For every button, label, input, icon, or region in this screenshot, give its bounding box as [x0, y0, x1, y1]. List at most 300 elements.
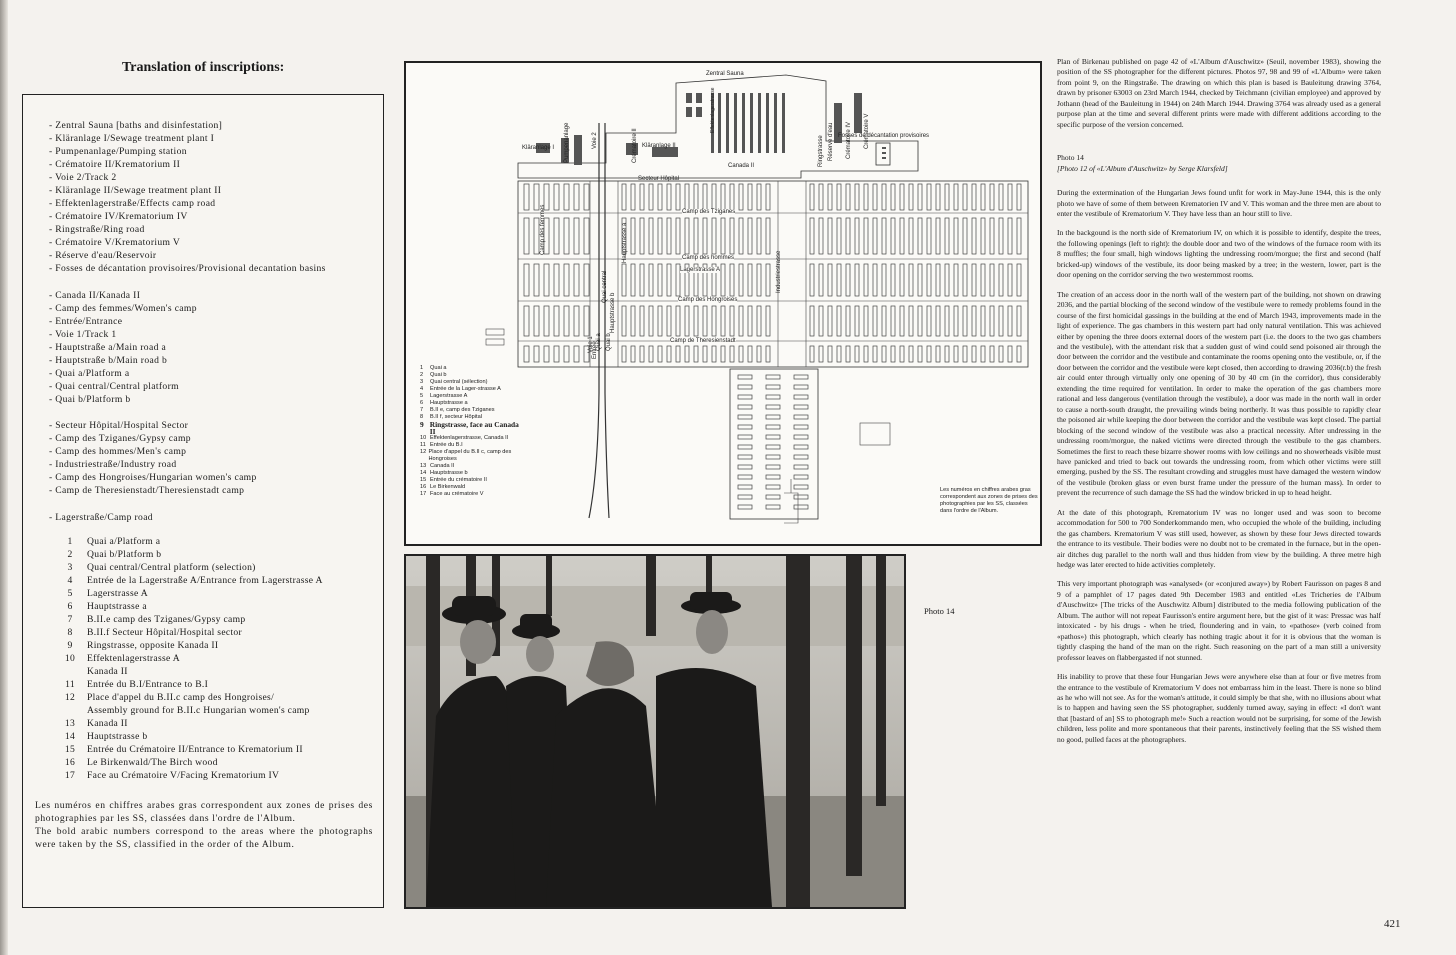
row-number: 11: [65, 679, 75, 690]
photo-title: Photo 14: [1057, 153, 1084, 163]
inscription-group-4: [49, 511, 379, 524]
barrack: [873, 218, 877, 254]
barrack: [640, 306, 644, 336]
inscription-item: - Industriestraße/Industry road: [49, 459, 177, 470]
barrack: [918, 184, 922, 210]
row-text: Assembly ground for B.II.c Hungarian women's camp: [87, 705, 310, 716]
barrack: [766, 375, 780, 379]
barrack: [990, 306, 994, 336]
barrack: [864, 264, 868, 296]
inscription-item: - Kläranlage II/Sewage treatment plant II: [49, 185, 222, 196]
row-text: Lagerstrasse A: [87, 588, 148, 599]
barrack: [1008, 184, 1012, 210]
inscription-item: - Réserve d'eau/Reservoir: [49, 250, 157, 261]
barrack: [837, 346, 841, 362]
barrack: [766, 346, 770, 362]
numbered-row: [53, 665, 383, 678]
barrack: [909, 306, 913, 336]
barrack: [936, 264, 940, 296]
inscription-item: - Secteur Hôpital/Hospital Sector: [49, 420, 189, 431]
legend-number: 2: [420, 372, 424, 378]
barrack: [794, 395, 808, 399]
barrack: [846, 346, 850, 362]
barrack: [524, 218, 529, 254]
legend-text: Quai b: [430, 372, 447, 378]
legend-number: 14: [420, 470, 427, 476]
label-pumpenanlage: Pumpenanlage: [564, 122, 570, 163]
barrack: [766, 455, 780, 459]
numbered-row: [53, 561, 383, 574]
numbered-row: [53, 756, 383, 769]
legend-text: Canada II: [430, 463, 455, 469]
barrack: [846, 306, 850, 336]
barrack: [694, 306, 698, 336]
barrack: [658, 264, 662, 296]
label-quai-a: Quai a: [596, 333, 602, 351]
barrack: [524, 184, 529, 210]
barrack: [554, 264, 559, 296]
legend-number: 12: [420, 449, 427, 455]
label-quai-b: Quai b: [606, 333, 612, 351]
inscription-item: - Camp des femmes/Women's camp: [49, 303, 197, 314]
inscription-item: - Camp de Theresienstadt/Theresienstadt camp: [49, 485, 245, 496]
barrack: [738, 435, 752, 439]
paragraph-3: The creation of an access door in the north wall of the western part of the building, not shown on drawing 2036, and the partial blocking of the second window of the vestibule were to remedy problems found in the course of the first homicidal gassings in the building at the end of March 1943, improvements made in the light of experience. The gas chambers in this western part had only natural ventilation. This was achieved either by opening the three doors external doors of the western part (i.e. the doors to the two gas chambers and the vestibule), with the attendant risk that a sudden gust of wind could send poisoned air through the door between the corridor and the vestibule and contaminate the rooms opening onto the vestibule, or, if the door between the corridor and the vestibule were kept closed, then according to drawing 2036(r.b) the fresh air could enter through virtually only one opening of 30 by 40 cm (in the corridor), thus considerably extending the time required for ventilation. In order to make the operation of the gas chambers more rational and less dangerous (ventilation through the vestibule), a door was made in the north wall in order to cause a north-south draught, the prevailing winds being northerly. It was thus possible to rapidly clear the poisoned air while keeping the door between the corridor and the vestibule was kept closed. The partial blocking of the second window of the vestibule was also a practical necessity. After undressing in the undressing room/morgue, the naked victims were directed through the vestibule to the gas chambers. Sometimes the first to reach these bizarre shower rooms with low ceilings and no showerheads visible must have panicked and tried to back out towards the undressing room, from which other victims were still emerging, pushed by the SS. The resultant crowding and struggles must have damaged the western window of the vestibule (broken glass or even burst frame under the pressure of the human mass). In order to prevent the recurrence of such damage the SS had the window bricked in up to head height.: [1057, 289, 1381, 498]
map-legend-row: [420, 407, 524, 414]
row-number: 7: [67, 614, 73, 625]
legend-text: Lagerstrasse A: [430, 393, 468, 399]
barrack: [739, 218, 743, 254]
barrack: [794, 415, 808, 419]
row-number: 9: [67, 640, 73, 651]
barrack: [1017, 306, 1021, 336]
barrack: [837, 218, 841, 254]
row-text: Hauptstrasse b: [87, 731, 148, 742]
barrack: [685, 218, 689, 254]
map-legend-row: [420, 386, 524, 393]
legend-text: Quai a: [430, 365, 447, 371]
barrack: [1017, 264, 1021, 296]
barrack: [757, 306, 761, 336]
row-text: Place d'appel du B.II.c camp des Hongroises/: [87, 692, 275, 703]
barrack: [712, 218, 716, 254]
barrack: [909, 184, 913, 210]
barrack: [909, 264, 913, 296]
barrack: [990, 218, 994, 254]
row-number: 4: [67, 575, 73, 586]
barrack: [819, 306, 823, 336]
barrack: [658, 306, 662, 336]
barrack: [794, 485, 808, 489]
legend-text: Hauptstrasse a: [430, 400, 468, 406]
barrack: [837, 184, 841, 210]
barrack: [936, 218, 940, 254]
barrack: [945, 218, 949, 254]
numbered-row: [53, 535, 383, 548]
barrack: [864, 218, 868, 254]
inscription-item: - Voie 1/Track 1: [49, 329, 117, 340]
map-legend-row: [420, 421, 524, 435]
row-text: Face au Crématoire V/Facing Krematorium IV: [87, 770, 280, 781]
note-french: Les numéros en chiffres arabes gras correspondent aux zones de prises des photographies par les SS, classées dans l'ordre de l'Album.: [35, 800, 373, 824]
barrack: [828, 346, 832, 362]
legend-text: Entrée de la Lager-strasse A: [430, 386, 501, 392]
barrack: [918, 218, 922, 254]
barrack: [766, 465, 780, 469]
barrack: [864, 346, 868, 362]
barrack: [828, 264, 832, 296]
barrack: [584, 184, 589, 210]
inscription-group-2: [49, 289, 379, 406]
barrack: [631, 218, 635, 254]
barrack: [794, 385, 808, 389]
row-text: Ringstrasse, opposite Kanada II: [87, 640, 219, 651]
barrack: [837, 306, 841, 336]
barrack: [757, 218, 761, 254]
row-text: B.II.e camp des Tziganes/Gypsy camp: [87, 614, 246, 625]
barrack: [927, 218, 931, 254]
barrack: [564, 306, 569, 336]
barrack: [1008, 218, 1012, 254]
numbered-row: [53, 587, 383, 600]
barrack: [846, 264, 850, 296]
barrack: [900, 184, 904, 210]
barrack: [703, 346, 707, 362]
barrack: [819, 218, 823, 254]
row-text: Effektenlagerstrasse A: [87, 653, 180, 664]
row-text: Kanada II: [87, 666, 128, 677]
inscription-item: - Canada II/Kanada II: [49, 290, 141, 301]
barrack: [534, 264, 539, 296]
barrack: [794, 405, 808, 409]
inscription-item: - Fosses de décantation provisoires/Provisional decantation basins: [49, 263, 326, 274]
legend-text: Quai central (sélection): [430, 379, 488, 385]
barrack: [534, 184, 539, 210]
barrack: [954, 264, 958, 296]
map-legend-row: [420, 400, 524, 407]
barrack: [738, 485, 752, 489]
row-text: Quai central/Central platform (selection): [87, 562, 256, 573]
barrack: [544, 264, 549, 296]
inscription-item: - Camp des Hongroises/Hungarian women's camp: [49, 472, 257, 483]
inscription-item: - Quai central/Central platform: [49, 381, 179, 392]
row-text: Hauptstrasse a: [87, 601, 147, 612]
barrack: [649, 184, 653, 210]
barrack: [721, 264, 725, 296]
inscription-group-3: [49, 419, 379, 497]
barrack: [855, 346, 859, 362]
barrack: [712, 346, 716, 362]
barrack: [748, 264, 752, 296]
barrack: [564, 264, 569, 296]
barrack: [721, 218, 725, 254]
legend-text: Ringstrasse, face au Canada II: [429, 420, 519, 436]
legend-number: 11: [420, 442, 426, 448]
barrack: [766, 505, 780, 509]
barrack: [1017, 218, 1021, 254]
barrack: [524, 264, 529, 296]
legend-number: 3: [420, 379, 424, 385]
barrack: [828, 184, 832, 210]
barrack: [685, 306, 689, 336]
barrack: [864, 184, 868, 210]
barrack: [721, 346, 725, 362]
barrack: [828, 306, 832, 336]
barrack: [954, 218, 958, 254]
article-text: [1057, 57, 1381, 754]
barrack: [739, 264, 743, 296]
map-legend-row: [420, 379, 524, 386]
barrack: [945, 184, 949, 210]
barrack: [584, 306, 589, 336]
legend-text: Le Birkenwald: [430, 484, 466, 490]
barrack: [554, 306, 559, 336]
barrack: [730, 264, 734, 296]
barrack: [564, 184, 569, 210]
barrack: [891, 218, 895, 254]
legend-text: B.II f, secteur Hôpital: [430, 414, 482, 420]
birkenau-plan: [404, 61, 1042, 546]
row-number: 15: [64, 744, 76, 755]
legend-number: 13: [420, 463, 427, 469]
row-number: 5: [67, 588, 73, 599]
barrack: [954, 184, 958, 210]
barrack: [1008, 264, 1012, 296]
barrack: [640, 346, 644, 362]
row-text: Entrée du Crématoire II/Entrance to Krematorium II: [87, 744, 303, 755]
barrack: [721, 306, 725, 336]
inscription-item: - Quai a/Platform a: [49, 368, 130, 379]
numbered-row: [53, 639, 383, 652]
barrack: [954, 346, 958, 362]
barrack: [794, 465, 808, 469]
barrack: [622, 184, 626, 210]
inscription-item: - Lagerstraße/Camp road: [49, 512, 153, 523]
barrack: [738, 425, 752, 429]
barrack: [631, 264, 635, 296]
barrack: [574, 184, 579, 210]
legend-text: Entrée du crématoire II: [430, 477, 487, 483]
barrack: [658, 346, 662, 362]
barrack: [810, 306, 814, 336]
label-hopital: Secteur Hôpital: [638, 176, 680, 182]
map-legend-row: [420, 449, 524, 463]
photo-image: [406, 556, 904, 907]
barrack: [927, 264, 931, 296]
barrack: [574, 346, 579, 362]
barrack: [794, 435, 808, 439]
photo-subtitle: [Photo 12 of «L'Album d'Auschwitz» by Serge Klarsfeld]: [1057, 163, 1228, 173]
barrack: [703, 306, 707, 336]
barrack: [738, 415, 752, 419]
barrack: [667, 264, 671, 296]
barrack: [738, 385, 752, 389]
barrack: [667, 184, 671, 210]
barrack: [891, 184, 895, 210]
barrack: [757, 184, 761, 210]
inscription-item: - Crématoire V/Krematorium V: [49, 237, 181, 248]
label-crematoire-4: Crématoire IV: [846, 121, 852, 159]
legend-number: 6: [420, 400, 424, 406]
barrack: [972, 218, 976, 254]
numbered-row: [53, 717, 383, 730]
row-number: 14: [64, 731, 76, 742]
label-zentral-sauna: Zentral Sauna: [706, 71, 744, 77]
barrack: [712, 184, 716, 210]
barrack: [730, 306, 734, 336]
numbered-row: [53, 600, 383, 613]
map-legend-row: [420, 477, 524, 484]
barrack: [882, 306, 886, 336]
label-reserve: Réserve d'eau: [828, 122, 834, 161]
row-text: Le Birkenwald/The Birch wood: [87, 757, 218, 768]
inscription-item: - Camp des hommes/Men's camp: [49, 446, 187, 457]
label-effekten: Effektenlagerstrasse: [710, 87, 716, 133]
barrack: [794, 455, 808, 459]
barrack: [766, 405, 780, 409]
map-legend-row: [420, 372, 524, 379]
barrack: [730, 184, 734, 210]
numbered-row: [53, 743, 383, 756]
numbered-row: [53, 769, 383, 782]
label-voie-1: Voie 1: [588, 336, 594, 353]
barrack: [738, 465, 752, 469]
barrack: [855, 306, 859, 336]
barrack: [810, 346, 814, 362]
label-ringstrasse: Ringstrasse: [818, 135, 824, 167]
barrack: [766, 415, 780, 419]
map-legend-row: [420, 491, 524, 498]
inscription-item: - Crématoire IV/Krematorium IV: [49, 211, 188, 222]
barrack: [738, 505, 752, 509]
barrack: [936, 184, 940, 210]
barrack: [810, 184, 814, 210]
barrack: [622, 346, 626, 362]
barrack: [766, 306, 770, 336]
row-number: 16: [64, 757, 76, 768]
note-english: The bold arabic numbers correspond to the areas where the photographs were taken by the SS, classified in the order of the Album.: [35, 826, 373, 850]
inscription-item: - Quai b/Platform b: [49, 394, 131, 405]
label-crematoire-2: Crématoire II: [632, 128, 638, 163]
legend-number: 16: [420, 484, 427, 490]
map-note: Les numéros en chiffres arabes gras correspondent aux zones de prises des photographies par les SS, classées dans l'ordre de l'Album.: [940, 487, 1038, 514]
paragraph-5: This very important photograph was «analysed» (or «conjured away») by Robert Faurisson on pages 8 and 9 of a pamphlet of 17 pages dated 9th December 1983 and entitled «Les Tricheries de l'Album d'Auschwitz» [The tricks of the Auschwitz Album] distributed to the media following publication of the Album. The author will not repeat Faurisson's entire argument here, but the gist of it was: Pressac was half intoxicated - by his drugs - when he tried, floundering and in vain, to «pathose» (verb coined from «pathos») this photograph, which clearly has nothing tragic about it for it is obvious that the woman is tightly clasping the hand of the man on the right. Such reasoning on the part of a man still a university professor leaves on flabbergasted if not stunned.: [1057, 579, 1381, 662]
barrack: [963, 264, 967, 296]
barrack: [873, 264, 877, 296]
barrack: [927, 306, 931, 336]
barrack: [766, 425, 780, 429]
barrack: [631, 346, 635, 362]
barrack: [738, 445, 752, 449]
inscription-item: - Kläranlage I/Sewage treatment plant I: [49, 133, 215, 144]
barrack: [685, 346, 689, 362]
map-legend: [420, 365, 524, 498]
legend-number: 9: [420, 420, 424, 429]
legend-text: Place d'appel du B.II c, camp des Hongroises: [428, 449, 512, 462]
barrack: [766, 435, 780, 439]
legend-text: Face au crématoire V: [430, 491, 484, 497]
barrack: [564, 346, 569, 362]
barrack: [846, 218, 850, 254]
barrack: [819, 264, 823, 296]
barrack: [918, 264, 922, 296]
legend-text: Hauptstrasse b: [430, 470, 468, 476]
barrack: [990, 346, 994, 362]
barrack: [909, 218, 913, 254]
barrack: [748, 346, 752, 362]
row-number: 1: [67, 536, 73, 547]
barrack: [757, 264, 761, 296]
barrack: [1017, 346, 1021, 362]
barrack: [963, 184, 967, 210]
inscription-item: - Ringstraße/Ring road: [49, 224, 145, 235]
barrack: [766, 184, 770, 210]
barrack: [640, 264, 644, 296]
paragraph-4: At the date of this photograph, Krematorium IV was no longer used and was soon to become accommodation for 500 to 700 Sonderkommando men, who occupied the whole of the building, including the gas chambers. Krematorium V was still used, however, as shown by these four Jews directed towards the entrance to its vestibule. Their bodies were no doubt not to be cremated in the furnace, but in the open-air ditches dug parallel to the north wall and thus hidden from view by the building. A three metre high hedge was later erected to hide activities completely.: [1057, 507, 1381, 570]
barrack: [703, 218, 707, 254]
translation-title: Translation of inscriptions:: [122, 60, 285, 75]
barrack: [738, 475, 752, 479]
barrack: [757, 346, 761, 362]
legend-number: 17: [420, 491, 427, 497]
barrack: [981, 264, 985, 296]
legend-text: B.II e, camp des Tziganes: [430, 407, 495, 413]
barrack: [999, 184, 1003, 210]
label-voie-2: Voie 2: [592, 132, 598, 149]
barrack: [685, 184, 689, 210]
barrack: [990, 184, 994, 210]
barrack: [649, 264, 653, 296]
barrack: [554, 346, 559, 362]
barrack: [981, 218, 985, 254]
row-number: 10: [64, 653, 76, 664]
barrack: [766, 264, 770, 296]
barrack: [981, 306, 985, 336]
barrack: [990, 264, 994, 296]
row-number: 8: [67, 627, 73, 638]
barrack: [748, 184, 752, 210]
barrack: [622, 306, 626, 336]
row-text: Kanada II: [87, 718, 128, 729]
barrack: [927, 184, 931, 210]
barrack: [524, 306, 529, 336]
map-legend-row: [420, 393, 524, 400]
barrack: [873, 346, 877, 362]
legend-number: 1: [420, 365, 424, 371]
barrack: [900, 264, 904, 296]
barrack: [738, 495, 752, 499]
barrack: [766, 395, 780, 399]
row-number: 17: [64, 770, 76, 781]
barrack: [738, 405, 752, 409]
barrack: [981, 184, 985, 210]
barrack: [574, 218, 579, 254]
barrack: [828, 218, 832, 254]
barrack: [766, 485, 780, 489]
barrack: [972, 306, 976, 336]
barrack: [738, 395, 752, 399]
barrack: [534, 218, 539, 254]
map-legend-row: [420, 463, 524, 470]
row-text: Quai b/Platform b: [87, 549, 162, 560]
barrack: [676, 184, 680, 210]
barrack: [721, 184, 725, 210]
barrack: [667, 218, 671, 254]
barrack: [945, 346, 949, 362]
barrack: [837, 264, 841, 296]
barrack: [658, 218, 662, 254]
label-crematoire-5: Crématoire V: [864, 113, 870, 149]
